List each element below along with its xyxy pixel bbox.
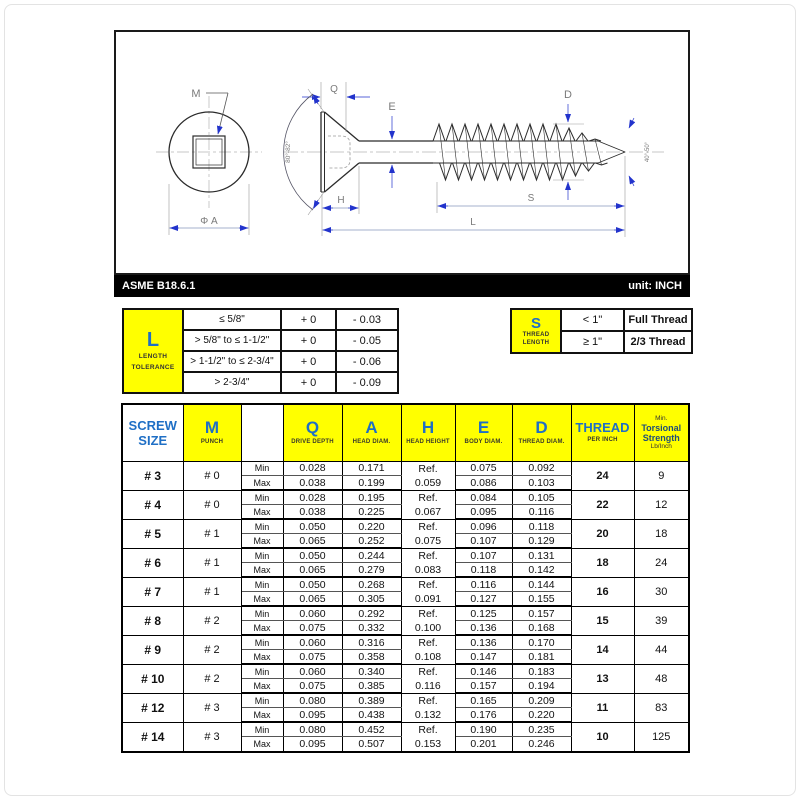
head-height-value: 0.083 bbox=[414, 563, 442, 576]
d-max-cell: 0.142 bbox=[512, 563, 571, 578]
q-max-cell: 0.095 bbox=[283, 737, 342, 752]
head-height-value: 0.075 bbox=[414, 534, 442, 547]
d-min-cell: 0.209 bbox=[512, 693, 571, 708]
a-max-cell: 0.358 bbox=[342, 650, 401, 665]
head-height-cell bbox=[401, 519, 455, 548]
header-head-height: H HEAD HEIGHT bbox=[401, 404, 455, 461]
spec-row-min bbox=[122, 693, 689, 708]
tolerance-range: > 2-3/4" bbox=[183, 372, 281, 393]
a-min-cell: 0.292 bbox=[342, 606, 401, 621]
d-max-cell: 0.116 bbox=[512, 505, 571, 520]
screw-threads bbox=[433, 124, 608, 180]
e-min-cell: 0.116 bbox=[455, 577, 512, 592]
q-min-cell: 0.028 bbox=[283, 490, 342, 505]
e-max-cell: 0.086 bbox=[455, 476, 512, 491]
strength-cell: 18 bbox=[634, 519, 689, 548]
length-tolerance-table bbox=[122, 308, 399, 394]
d-min-cell: 0.118 bbox=[512, 519, 571, 534]
a-max-cell: 0.225 bbox=[342, 505, 401, 520]
min-label-cell: Min bbox=[241, 548, 283, 563]
q-max-cell: 0.038 bbox=[283, 476, 342, 491]
e-min-cell: 0.190 bbox=[455, 722, 512, 737]
screw-size-cell: # 14 bbox=[122, 722, 183, 752]
strength-cell: 12 bbox=[634, 490, 689, 519]
head-height-ref-label: Ref. bbox=[418, 549, 438, 562]
q-max-cell: 0.075 bbox=[283, 679, 342, 694]
d-min-cell: 0.235 bbox=[512, 722, 571, 737]
side-view bbox=[284, 112, 664, 192]
max-label-cell: Max bbox=[241, 679, 283, 694]
q-min-cell: 0.050 bbox=[283, 577, 342, 592]
screw-size-cell: # 5 bbox=[122, 519, 183, 548]
a-min-cell: 0.195 bbox=[342, 490, 401, 505]
e-min-cell: 0.107 bbox=[455, 548, 512, 563]
min-label-cell: Min bbox=[241, 693, 283, 708]
label-q: Q bbox=[330, 84, 338, 95]
technical-drawing-panel bbox=[114, 30, 690, 275]
punch-cell: # 1 bbox=[183, 519, 241, 548]
d-min-cell: 0.105 bbox=[512, 490, 571, 505]
thread-length-row bbox=[511, 309, 692, 331]
thread-per-inch-cell: 22 bbox=[571, 490, 634, 519]
max-label-cell: Max bbox=[241, 534, 283, 549]
max-label-cell: Max bbox=[241, 621, 283, 636]
min-label-cell: Min bbox=[241, 519, 283, 534]
q-min-cell: 0.080 bbox=[283, 722, 342, 737]
thread-per-inch-cell: 20 bbox=[571, 519, 634, 548]
head-height-value: 0.100 bbox=[414, 621, 442, 634]
head-height-value: 0.116 bbox=[415, 679, 441, 692]
thread-per-inch-cell: 10 bbox=[571, 722, 634, 752]
header-head-diam: A HEAD DIAM. bbox=[342, 404, 401, 461]
d-max-cell: 0.103 bbox=[512, 476, 571, 491]
label-phi-a: Φ A bbox=[200, 216, 218, 227]
e-min-cell: 0.075 bbox=[455, 461, 512, 476]
thread-length-caption: LENGTH bbox=[522, 339, 550, 346]
d-min-cell: 0.131 bbox=[512, 548, 571, 563]
head-height-value: 0.153 bbox=[414, 737, 442, 750]
d-max-cell: 0.220 bbox=[512, 708, 571, 723]
thread-per-inch-cell: 16 bbox=[571, 577, 634, 606]
max-label-cell: Max bbox=[241, 737, 283, 752]
tolerance-plus: + 0 bbox=[281, 309, 336, 330]
label-m: M bbox=[191, 88, 201, 100]
standard-title: ASME B18.6.1 bbox=[122, 280, 196, 292]
a-min-cell: 0.340 bbox=[342, 664, 401, 679]
thread-length-value: 2/3 Thread bbox=[624, 331, 692, 353]
e-max-cell: 0.095 bbox=[455, 505, 512, 520]
d-max-cell: 0.129 bbox=[512, 534, 571, 549]
q-min-cell: 0.050 bbox=[283, 548, 342, 563]
header-body-diam: E BODY DIAM. bbox=[455, 404, 512, 461]
spec-table bbox=[121, 403, 690, 753]
length-tolerance-caption: TOLERANCE bbox=[131, 364, 175, 371]
a-min-cell: 0.244 bbox=[342, 548, 401, 563]
thread-per-inch-cell: 14 bbox=[571, 635, 634, 664]
min-label-cell: Min bbox=[241, 461, 283, 476]
e-max-cell: 0.157 bbox=[455, 679, 512, 694]
e-max-cell: 0.201 bbox=[455, 737, 512, 752]
e-min-cell: 0.136 bbox=[455, 635, 512, 650]
a-max-cell: 0.252 bbox=[342, 534, 401, 549]
q-max-cell: 0.075 bbox=[283, 621, 342, 636]
spec-row-min bbox=[122, 548, 689, 563]
e-max-cell: 0.107 bbox=[455, 534, 512, 549]
spec-row-min bbox=[122, 606, 689, 621]
tolerance-plus: + 0 bbox=[281, 372, 336, 393]
head-height-ref-label: Ref. bbox=[418, 520, 438, 533]
spec-row-min bbox=[122, 577, 689, 592]
max-label-cell: Max bbox=[241, 563, 283, 578]
punch-cell: # 2 bbox=[183, 606, 241, 635]
a-min-cell: 0.171 bbox=[342, 461, 401, 476]
thread-length-symbol-cell bbox=[511, 309, 561, 353]
head-height-value: 0.067 bbox=[414, 505, 442, 518]
head-height-ref-label: Ref. bbox=[418, 636, 438, 649]
screw-drawing bbox=[116, 32, 688, 273]
tolerance-range: > 5/8" to ≤ 1-1/2" bbox=[183, 330, 281, 351]
spec-row-min bbox=[122, 490, 689, 505]
length-tolerance-row bbox=[123, 309, 398, 330]
punch-cell: # 2 bbox=[183, 635, 241, 664]
q-min-cell: 0.060 bbox=[283, 664, 342, 679]
a-min-cell: 0.316 bbox=[342, 635, 401, 650]
punch-cell: # 1 bbox=[183, 548, 241, 577]
d-min-cell: 0.183 bbox=[512, 664, 571, 679]
strength-cell: 48 bbox=[634, 664, 689, 693]
screw-size-cell: # 4 bbox=[122, 490, 183, 519]
d-max-cell: 0.246 bbox=[512, 737, 571, 752]
screw-size-cell: # 10 bbox=[122, 664, 183, 693]
thread-length-caption: THREAD bbox=[522, 331, 550, 338]
q-min-cell: 0.060 bbox=[283, 635, 342, 650]
header-drive-depth: Q DRIVE DEPTH bbox=[283, 404, 342, 461]
length-tolerance-body bbox=[123, 309, 398, 393]
d-max-cell: 0.168 bbox=[512, 621, 571, 636]
head-height-value: 0.059 bbox=[414, 476, 442, 489]
max-label-cell: Max bbox=[241, 650, 283, 665]
head-height-cell bbox=[401, 548, 455, 577]
q-max-cell: 0.038 bbox=[283, 505, 342, 520]
label-l: L bbox=[470, 217, 476, 228]
head-height-value: 0.132 bbox=[414, 708, 442, 721]
a-min-cell: 0.268 bbox=[342, 577, 401, 592]
length-tolerance-caption: LENGTH bbox=[138, 353, 168, 360]
d-min-cell: 0.092 bbox=[512, 461, 571, 476]
head-height-cell bbox=[401, 664, 455, 693]
thread-per-inch-cell: 18 bbox=[571, 548, 634, 577]
a-min-cell: 0.389 bbox=[342, 693, 401, 708]
screw-size-cell: # 6 bbox=[122, 548, 183, 577]
tolerance-minus: - 0.06 bbox=[336, 351, 398, 372]
head-height-cell bbox=[401, 461, 455, 490]
a-max-cell: 0.279 bbox=[342, 563, 401, 578]
strength-cell: 30 bbox=[634, 577, 689, 606]
head-height-ref-label: Ref. bbox=[418, 462, 438, 475]
q-min-cell: 0.080 bbox=[283, 693, 342, 708]
spec-table-body bbox=[122, 461, 689, 752]
head-height-value: 0.108 bbox=[414, 650, 442, 663]
e-max-cell: 0.118 bbox=[455, 563, 512, 578]
header-screw-size: SCREW SIZE bbox=[122, 404, 183, 461]
title-bar bbox=[114, 275, 690, 297]
tolerance-range: > 1-1/2" to ≤ 2-3/4" bbox=[183, 351, 281, 372]
e-max-cell: 0.147 bbox=[455, 650, 512, 665]
head-height-ref-label: Ref. bbox=[418, 694, 438, 707]
d-max-cell: 0.155 bbox=[512, 592, 571, 607]
a-max-cell: 0.199 bbox=[342, 476, 401, 491]
header-minmax-spacer bbox=[241, 404, 283, 461]
tolerance-minus: - 0.09 bbox=[336, 372, 398, 393]
head-height-cell bbox=[401, 722, 455, 752]
thread-per-inch-cell: 24 bbox=[571, 461, 634, 490]
label-head-angle: 80°-82° bbox=[285, 141, 292, 163]
strength-cell: 39 bbox=[634, 606, 689, 635]
d-min-cell: 0.144 bbox=[512, 577, 571, 592]
a-max-cell: 0.385 bbox=[342, 679, 401, 694]
punch-cell: # 0 bbox=[183, 461, 241, 490]
d-min-cell: 0.157 bbox=[512, 606, 571, 621]
head-height-cell bbox=[401, 635, 455, 664]
thread-length-range: < 1" bbox=[561, 309, 624, 331]
head-height-ref-label: Ref. bbox=[418, 607, 438, 620]
header-thread-per-inch: THREAD PER INCH bbox=[571, 404, 634, 461]
screw-size-cell: # 3 bbox=[122, 461, 183, 490]
punch-cell: # 3 bbox=[183, 693, 241, 722]
q-max-cell: 0.095 bbox=[283, 708, 342, 723]
head-height-cell bbox=[401, 490, 455, 519]
min-label-cell: Min bbox=[241, 664, 283, 679]
d-min-cell: 0.170 bbox=[512, 635, 571, 650]
length-tolerance-symbol-cell bbox=[123, 309, 183, 393]
e-min-cell: 0.125 bbox=[455, 606, 512, 621]
min-label-cell: Min bbox=[241, 577, 283, 592]
a-max-cell: 0.305 bbox=[342, 592, 401, 607]
a-max-cell: 0.438 bbox=[342, 708, 401, 723]
screw-size-cell: # 8 bbox=[122, 606, 183, 635]
q-min-cell: 0.028 bbox=[283, 461, 342, 476]
min-label-cell: Min bbox=[241, 490, 283, 505]
head-height-cell bbox=[401, 606, 455, 635]
a-max-cell: 0.507 bbox=[342, 737, 401, 752]
min-label-cell: Min bbox=[241, 606, 283, 621]
d-max-cell: 0.181 bbox=[512, 650, 571, 665]
q-max-cell: 0.065 bbox=[283, 534, 342, 549]
e-min-cell: 0.084 bbox=[455, 490, 512, 505]
thread-per-inch-cell: 11 bbox=[571, 693, 634, 722]
tolerance-minus: - 0.05 bbox=[336, 330, 398, 351]
max-label-cell: Max bbox=[241, 592, 283, 607]
e-min-cell: 0.096 bbox=[455, 519, 512, 534]
head-height-ref-label: Ref. bbox=[418, 665, 438, 678]
spec-row-min bbox=[122, 519, 689, 534]
min-label-cell: Min bbox=[241, 722, 283, 737]
q-min-cell: 0.050 bbox=[283, 519, 342, 534]
punch-cell: # 3 bbox=[183, 722, 241, 752]
dimensions bbox=[284, 82, 651, 237]
spec-row-min bbox=[122, 461, 689, 476]
header-torsional-strength: Min. Torsional Strength Lb/Inch bbox=[634, 404, 689, 461]
thread-per-inch-cell: 15 bbox=[571, 606, 634, 635]
front-view bbox=[156, 88, 262, 235]
header-thread-diam: D THREAD DIAM. bbox=[512, 404, 571, 461]
q-max-cell: 0.065 bbox=[283, 592, 342, 607]
thread-length-range: ≥ 1" bbox=[561, 331, 624, 353]
screw-size-cell: # 7 bbox=[122, 577, 183, 606]
strength-cell: 9 bbox=[634, 461, 689, 490]
label-e: E bbox=[388, 101, 396, 113]
max-label-cell: Max bbox=[241, 476, 283, 491]
header-punch: M PUNCH bbox=[183, 404, 241, 461]
q-max-cell: 0.065 bbox=[283, 563, 342, 578]
e-min-cell: 0.146 bbox=[455, 664, 512, 679]
max-label-cell: Max bbox=[241, 708, 283, 723]
punch-cell: # 2 bbox=[183, 664, 241, 693]
strength-cell: 44 bbox=[634, 635, 689, 664]
punch-cell: # 0 bbox=[183, 490, 241, 519]
spec-row-min bbox=[122, 722, 689, 737]
a-min-cell: 0.452 bbox=[342, 722, 401, 737]
a-max-cell: 0.332 bbox=[342, 621, 401, 636]
strength-cell: 83 bbox=[634, 693, 689, 722]
tolerance-plus: + 0 bbox=[281, 330, 336, 351]
thread-per-inch-cell: 13 bbox=[571, 664, 634, 693]
label-h: H bbox=[337, 195, 345, 206]
head-height-ref-label: Ref. bbox=[418, 491, 438, 504]
e-max-cell: 0.127 bbox=[455, 592, 512, 607]
spec-row-min bbox=[122, 664, 689, 679]
e-max-cell: 0.136 bbox=[455, 621, 512, 636]
q-min-cell: 0.060 bbox=[283, 606, 342, 621]
head-height-cell bbox=[401, 693, 455, 722]
spec-header-row bbox=[122, 404, 689, 461]
thread-length-body bbox=[511, 309, 692, 353]
q-max-cell: 0.075 bbox=[283, 650, 342, 665]
thread-length-table bbox=[510, 308, 693, 354]
unit-label: unit: INCH bbox=[628, 280, 682, 292]
head-height-cell bbox=[401, 577, 455, 606]
e-min-cell: 0.165 bbox=[455, 693, 512, 708]
max-label-cell: Max bbox=[241, 505, 283, 520]
e-max-cell: 0.176 bbox=[455, 708, 512, 723]
strength-cell: 24 bbox=[634, 548, 689, 577]
length-tolerance-symbol: L bbox=[146, 329, 160, 351]
thread-length-value: Full Thread bbox=[624, 309, 692, 331]
a-min-cell: 0.220 bbox=[342, 519, 401, 534]
d-max-cell: 0.194 bbox=[512, 679, 571, 694]
spec-row-min bbox=[122, 635, 689, 650]
tolerance-range: ≤ 5/8" bbox=[183, 309, 281, 330]
punch-cell: # 1 bbox=[183, 577, 241, 606]
head-height-ref-label: Ref. bbox=[418, 578, 438, 591]
label-s: S bbox=[527, 193, 535, 204]
tolerance-plus: + 0 bbox=[281, 351, 336, 372]
tolerance-minus: - 0.03 bbox=[336, 309, 398, 330]
screw-size-cell: # 12 bbox=[122, 693, 183, 722]
strength-cell: 125 bbox=[634, 722, 689, 752]
label-d: D bbox=[564, 89, 572, 101]
head-height-value: 0.091 bbox=[414, 592, 442, 605]
min-label-cell: Min bbox=[241, 635, 283, 650]
screw-size-cell: # 9 bbox=[122, 635, 183, 664]
label-point-angle: 40°-50° bbox=[645, 141, 651, 163]
head-height-ref-label: Ref. bbox=[418, 723, 438, 736]
thread-length-symbol: S bbox=[530, 314, 541, 332]
